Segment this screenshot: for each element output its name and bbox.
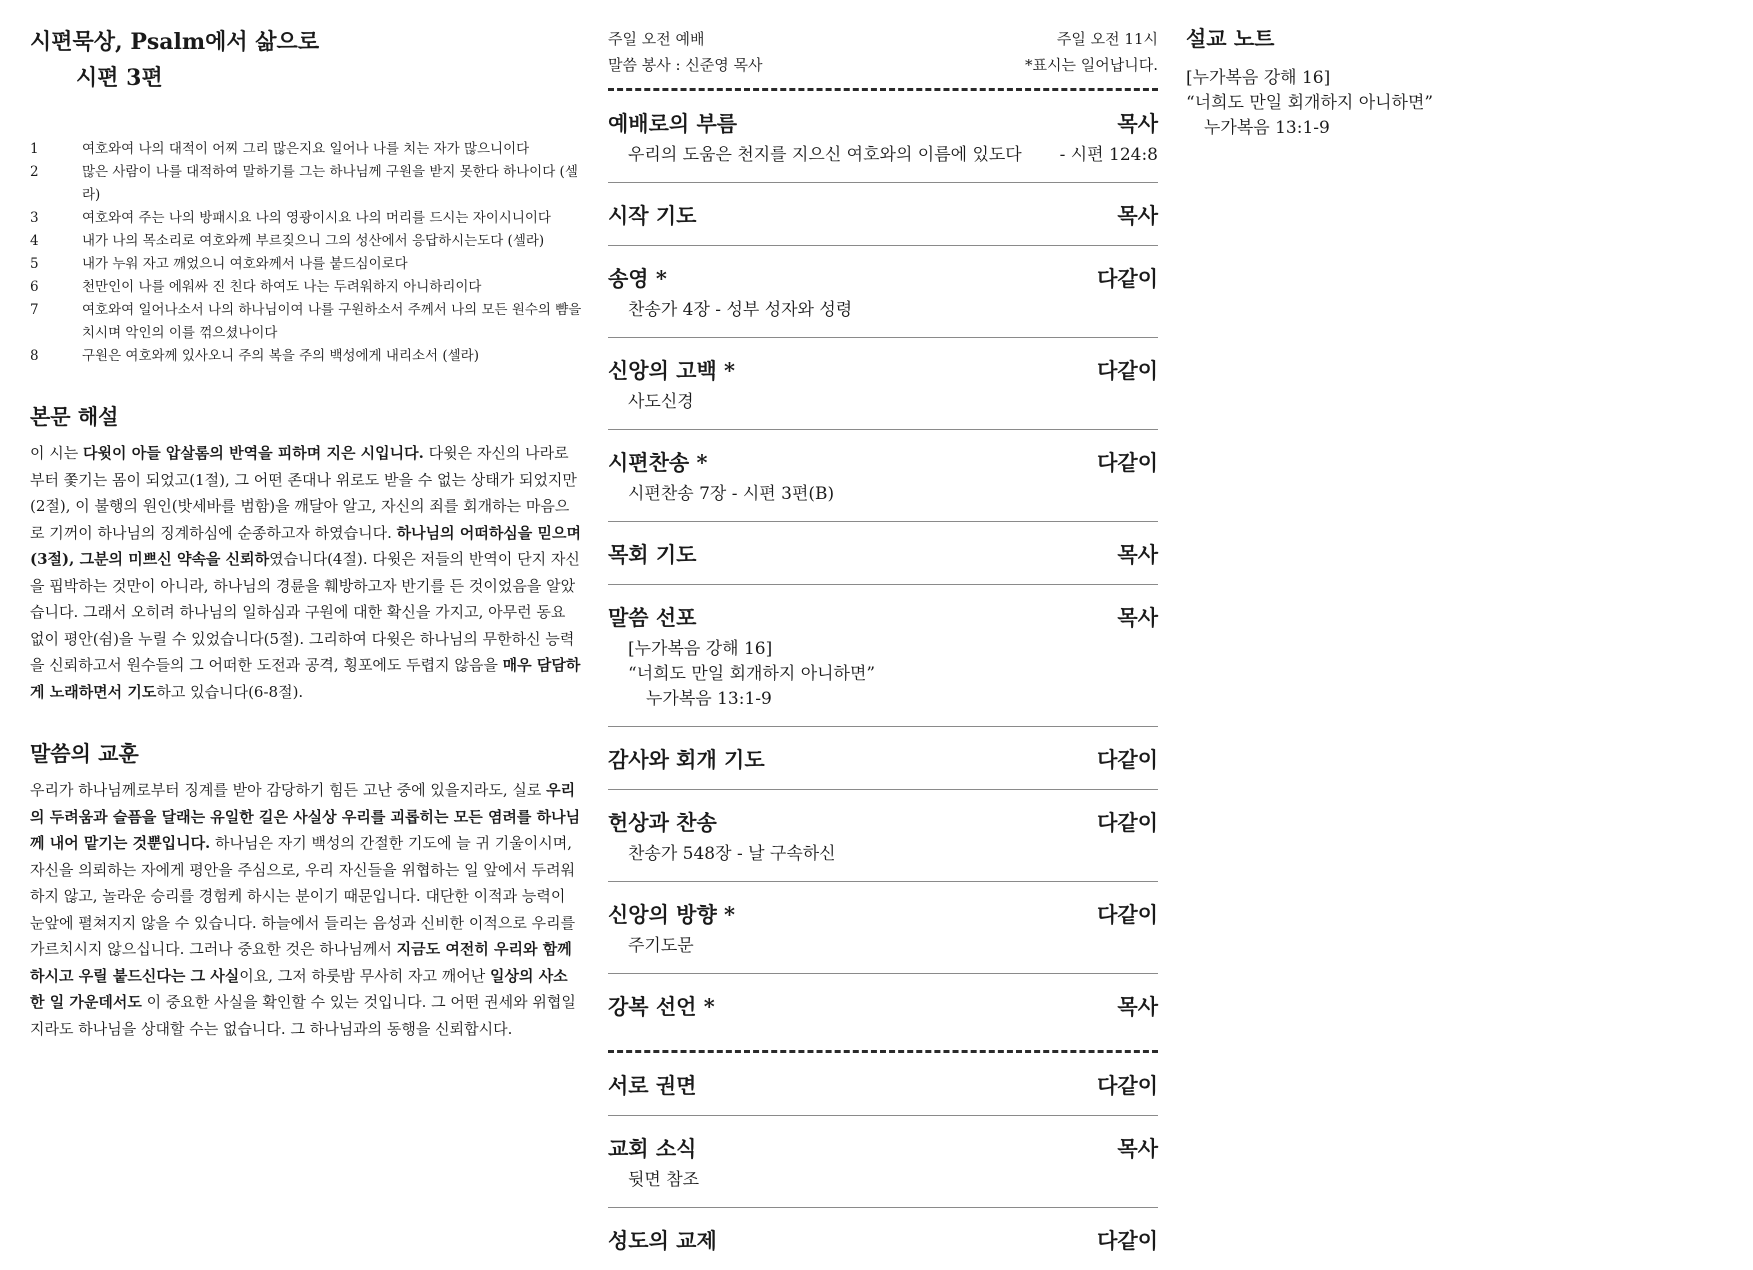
bold-run: 지금도 여전히 우리와 함께하시고 우릴 붙드신다는 그 사실 bbox=[30, 940, 572, 985]
verse-item bbox=[30, 253, 582, 276]
text-run: 하고 있습니다(6-8절). bbox=[156, 682, 304, 701]
order-item-title: 시작 기도 bbox=[608, 203, 697, 228]
order-item bbox=[608, 183, 1158, 246]
commentary-heading: 본문 해설 bbox=[30, 404, 119, 429]
page-subtitle: 시편 3편 bbox=[76, 65, 163, 91]
lesson-heading: 말씀의 교훈 bbox=[30, 741, 139, 766]
service-time: 주일 오전 11시 bbox=[1056, 30, 1158, 48]
order-item-detail: 찬송가 4장 - 성부 성자와 성령 bbox=[628, 300, 853, 320]
sermon-title: “너희도 만일 회개하지 아니하면” bbox=[628, 664, 876, 684]
order-item bbox=[608, 338, 1158, 430]
verse-number: 1 bbox=[30, 141, 39, 157]
order-item-title: 성도의 교제 bbox=[608, 1228, 717, 1253]
order-item bbox=[608, 974, 1158, 1036]
sermon-scripture: 누가복음 13:1-9 bbox=[1204, 118, 1330, 138]
service-header-row bbox=[608, 52, 1158, 78]
verse-text: 여호와여 일어나소서 나의 하나님이여 나를 구원하소서 주께서 나의 모든 원수의 뺨을 치시며 악인의 이를 꺾으셨나이다 bbox=[82, 302, 582, 341]
order-item-detail: 주기도문 bbox=[628, 936, 694, 956]
verse-item bbox=[30, 345, 582, 368]
order-item bbox=[608, 91, 1158, 183]
order-item-detail: 시편찬송 7장 - 시편 3편(B) bbox=[628, 484, 835, 504]
verse-text: 구원은 여호와께 있사오니 주의 복을 주의 백성에게 내리소서 (셀라) bbox=[82, 348, 479, 364]
order-item-title: 신앙의 방향 * bbox=[608, 902, 736, 927]
post-service-item bbox=[608, 1116, 1158, 1208]
sermon-scripture: 누가복음 13:1-9 bbox=[646, 689, 772, 709]
order-item-title: 서로 권면 bbox=[608, 1073, 697, 1098]
standing-note: *표시는 일어납니다. bbox=[1025, 56, 1158, 74]
sermon-series: [누가복음 강해 16] bbox=[1186, 68, 1331, 88]
order-item-role: 목사 bbox=[1117, 994, 1158, 1019]
order-item-role: 목사 bbox=[1117, 111, 1158, 136]
service-name: 주일 오전 예배 bbox=[608, 30, 705, 48]
verse-text: 천만인이 나를 에워싸 진 친다 하여도 나는 두려워하지 아니하리이다 bbox=[82, 279, 482, 295]
order-item-role: 다같이 bbox=[1097, 810, 1158, 835]
psalm-meditation-column bbox=[30, 0, 582, 1042]
verse-text: 여호와여 나의 대적이 어찌 그리 많은지요 일어나 나를 치는 자가 많으니이다 bbox=[82, 141, 530, 157]
sermon-notes-title: 설교 노트 bbox=[1186, 26, 1275, 51]
order-item-title: 감사와 회개 기도 bbox=[608, 747, 765, 772]
order-item-role: 목사 bbox=[1117, 542, 1158, 567]
order-item-detail: 우리의 도움은 천지를 지으신 여호와의 이름에 있도다 bbox=[628, 145, 1022, 165]
preacher-label: 말씀 봉사 : 신준영 목사 bbox=[608, 56, 763, 74]
verse-number: 5 bbox=[30, 256, 39, 272]
order-item bbox=[608, 246, 1158, 338]
order-item bbox=[608, 790, 1158, 882]
order-item-role: 다같이 bbox=[1097, 1228, 1158, 1253]
bold-run: 일상의 사소한 일 가운데서도 bbox=[30, 966, 568, 1011]
order-item bbox=[608, 882, 1158, 974]
worship-order-column bbox=[608, 0, 1158, 1270]
verse-item bbox=[30, 207, 582, 230]
text-run: 하나님은 자기 백성의 간절한 기도에 늘 귀 기울이시며, 자신을 의뢰하는 자에게 평안을 주심으로, 우리 자신들을 위협하는 일 앞에서 두려워하지 않고, 놀라운 승리를 경험케 하시는 분이기 때문입니다. 대단한 이적과 능력이 눈앞에 펼쳐지지 않을 수 있습니다. 하늘에서 들리는 음성과 신비한 이적으로 우리를 가르치시지 않으십니다. 그러나 중요한 것은 하나님께서 bbox=[30, 834, 576, 958]
scripture-reference: - 시편 124:8 bbox=[1059, 145, 1158, 165]
order-item bbox=[608, 585, 1158, 727]
order-item-role: 목사 bbox=[1117, 1136, 1158, 1161]
order-item-role: 다같이 bbox=[1097, 902, 1158, 927]
bold-run: 하나님의 어떠하심을 믿으며(3절), 그분의 미쁘신 약속을 신뢰하 bbox=[30, 523, 581, 568]
text-run: 다윗은 자신의 나라로부터 쫓기는 몸이 되었고(1절), 그 어떤 존대나 위로도 받을 수 없는 상태가 되었지만(2절), 이 불행의 원인(밧세바를 범함)을 깨달아 알고, 자신의 죄를 회개하는 마음으로 기꺼이 하나님의 징계하심에 순종하고자 하였습니다. bbox=[30, 444, 577, 542]
order-item-title: 신앙의 고백 * bbox=[608, 358, 736, 383]
verse-item bbox=[30, 161, 582, 207]
sermon-title: “너희도 만일 회개하지 아니하면” bbox=[1186, 93, 1434, 113]
order-item-detail: [누가복음 강해 16] bbox=[628, 639, 773, 659]
service-header-row bbox=[608, 26, 1158, 52]
order-item-title: 교회 소식 bbox=[608, 1136, 697, 1161]
order-item-role: 다같이 bbox=[1097, 358, 1158, 383]
verse-text: 내가 누워 자고 깨었으니 여호와께서 나를 붙드심이로다 bbox=[82, 256, 408, 272]
bold-run: 다윗이 아들 압살롬의 반역을 피하며 지은 시입니다. bbox=[83, 444, 424, 462]
order-item-detail: 사도신경 bbox=[628, 392, 694, 412]
verse-number: 2 bbox=[30, 164, 39, 180]
verse-text: 내가 나의 목소리로 여호와께 부르짖으니 그의 성산에서 응답하시는도다 (셀라) bbox=[82, 233, 545, 249]
order-item-role: 목사 bbox=[1117, 605, 1158, 630]
order-item-title: 시편찬송 * bbox=[608, 450, 708, 475]
post-service-item bbox=[608, 1053, 1158, 1116]
bold-run: 우리의 두려움과 슬픔을 달래는 유일한 길은 사실상 우리를 괴롭히는 모든 염려를 하나님께 내어 맡기는 것뿐입니다. bbox=[30, 781, 581, 852]
order-item-role: 다같이 bbox=[1097, 450, 1158, 475]
bold-run: 매우 담담하게 노래하면서 기도 bbox=[30, 656, 581, 701]
order-item-title: 말씀 선포 bbox=[608, 605, 697, 630]
order-item-role: 목사 bbox=[1117, 203, 1158, 228]
verse-item bbox=[30, 276, 582, 299]
order-item-title: 헌상과 찬송 bbox=[608, 810, 717, 835]
text-run: 였습니다(4절). 다윗은 저들의 반역이 단지 자신을 핍박하는 것만이 아니라, 하나님의 경륜을 훼방하고자 반기를 든 것이었음을 알았습니다. 그래서 오히려 하나님의 일하심과 구원에 대한 확신을 가지고, 아무런 동요 없이 평안(쉼)을 누릴 수 있었습니다(5절). 그리하여 다윗은 하나님의 무한하신 능력을 신뢰하고서 원수들의 그 어떠한 도전과 공격, 횡포에도 두렵지 않음을 bbox=[30, 550, 580, 674]
order-item-title: 송영 * bbox=[608, 266, 667, 291]
text-run: 이 중요한 사실을 확인할 수 있는 것입니다. 그 어떤 권세와 위협일지라도 하나님을 상대할 수는 없습니다. 그 하나님과의 동행을 신뢰합시다. bbox=[30, 993, 576, 1038]
verse-text: 많은 사람이 나를 대적하여 말하기를 그는 하나님께 구원을 받지 못한다 하나이다 (셀라) bbox=[82, 164, 578, 203]
lesson-paragraph bbox=[30, 777, 582, 1042]
verse-list bbox=[30, 138, 582, 368]
order-item-detail: 뒷면 참조 bbox=[628, 1170, 700, 1190]
verse-number: 3 bbox=[30, 210, 39, 226]
order-item-role: 다같이 bbox=[1097, 747, 1158, 772]
order-item bbox=[608, 430, 1158, 522]
verse-item bbox=[30, 299, 582, 345]
order-item-title: 강복 선언 * bbox=[608, 994, 715, 1019]
order-item-title: 목회 기도 bbox=[608, 542, 697, 567]
verse-text: 여호와여 주는 나의 방패시요 나의 영광이시요 나의 머리를 드시는 자이시니이다 bbox=[82, 210, 551, 226]
verse-item bbox=[30, 138, 582, 161]
order-item-role: 다같이 bbox=[1097, 266, 1158, 291]
commentary-paragraph bbox=[30, 440, 582, 705]
order-item-detail: 찬송가 548장 - 날 구속하신 bbox=[628, 844, 836, 864]
text-run: 우리가 하나님께로부터 징계를 받아 감당하기 힘든 고난 중에 있을지라도, 실로 bbox=[30, 781, 547, 799]
order-item-title: 예배로의 부름 bbox=[608, 111, 738, 136]
text-run: 이 시는 bbox=[30, 444, 84, 462]
verse-number: 6 bbox=[30, 279, 39, 295]
sermon-notes-column bbox=[1186, 0, 1726, 141]
page-title: 시편묵상, Psalm에서 삶으로 bbox=[30, 29, 320, 55]
order-item bbox=[608, 522, 1158, 585]
text-run: 이요, 그저 하룻밤 무사히 자고 깨어난 bbox=[239, 966, 490, 985]
verse-item bbox=[30, 230, 582, 253]
post-service-item bbox=[608, 1208, 1158, 1270]
verse-number: 7 bbox=[30, 302, 39, 318]
verse-number: 8 bbox=[30, 348, 39, 364]
verse-number: 4 bbox=[30, 233, 39, 249]
order-item bbox=[608, 727, 1158, 790]
order-item-role: 다같이 bbox=[1097, 1073, 1158, 1098]
